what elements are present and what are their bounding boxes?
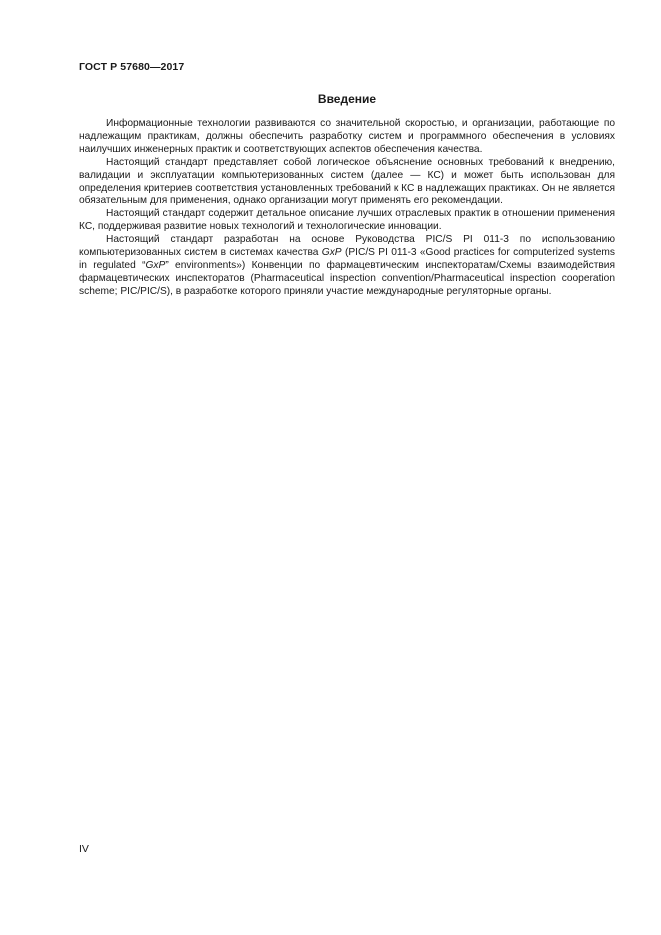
paragraph-4-part-2: (PIC/S PI 011-3 «Good practices for computerized systems in regulated “ [79, 247, 615, 271]
body-text [79, 118, 615, 299]
paragraph-2: Настоящий стандарт представляет собой логическое объяснение основных требований к внедрению, валидации и эксплуатации компьютеризованных систем (далее — КС) и может быть использован для определения критериев соответствия установленных требований к КС в надлежащих практиках. Он не является обязательным для применения, однако организации могут применять его рекомендации. [79, 156, 615, 207]
section-title: Введение [317, 92, 377, 106]
paragraph-1: Информационные технологии развиваются со значительной скоростью, и организации, работающие по надлежащим практикам, должны обеспечить разработку систем и программного обеспечения в условиях наилучших инженерных практик и соответствующих аспектов обеспечения качества. [79, 118, 615, 155]
paragraph-4-part-3: ” environments») Конвенции по фармацевтическим инспекторатам/Схемы взаимодействия фармацевтических инспекторатов (Pharmaceutical inspection convention/Pharmaceutical inspection cooperation scheme; PIC/PIC/S), в разработке которого приняли участие международные регуляторные органы. [79, 259, 616, 297]
gxp-term: GxP [145, 259, 166, 271]
page-number: IV [79, 843, 89, 855]
paragraph-4 [79, 234, 615, 299]
document-code: ГОСТ Р 57680—2017 [79, 61, 185, 73]
gxp-term: GxP [321, 247, 342, 259]
paragraph-3: Настоящий стандарт содержит детальное описание лучших отраслевых практик в отношении применения КС, поддерживая развитие новых технологий и технологические инновации. [79, 208, 615, 233]
paragraph-4-part-1: Настоящий стандарт разработан на основе Руководства PIC/S PI 011-3 по использованию компьютеризованных систем в системах качества [79, 234, 615, 259]
